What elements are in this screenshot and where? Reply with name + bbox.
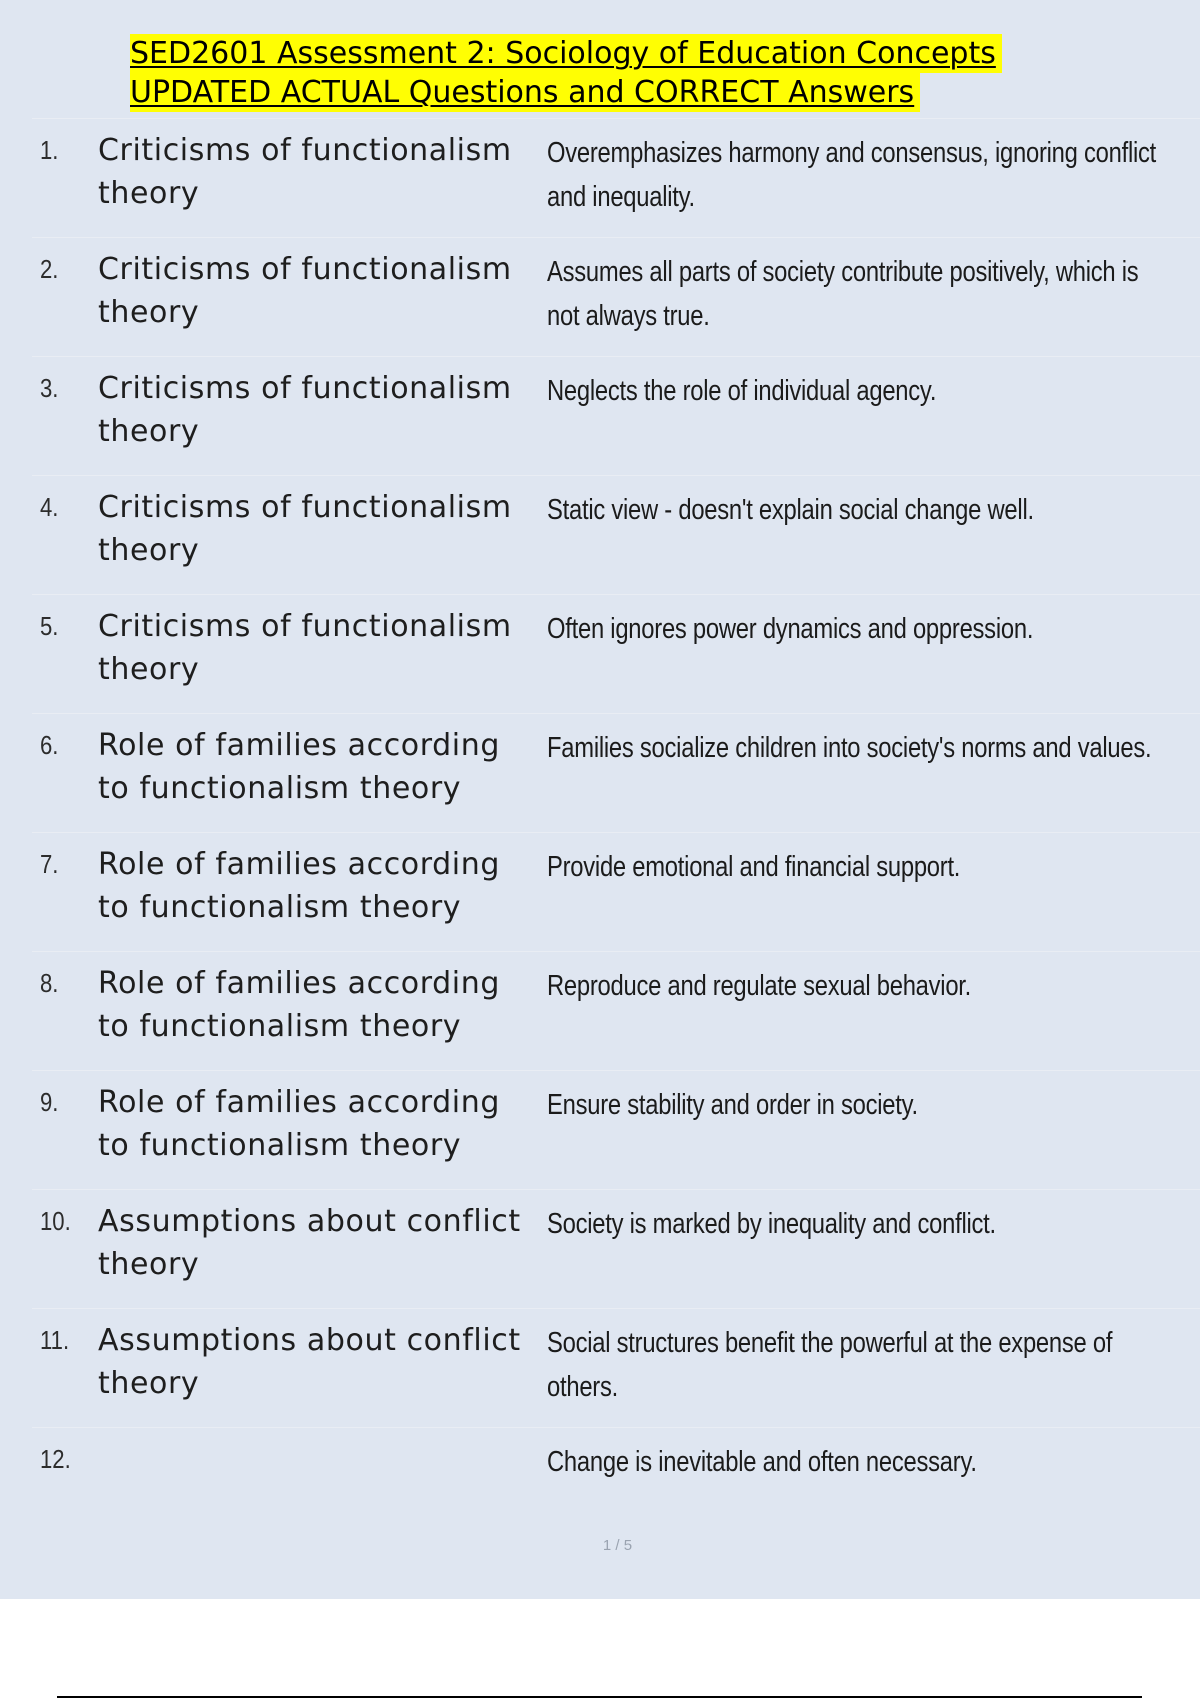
qa-row: [32, 1308, 1200, 1427]
item-number: 5.: [40, 611, 59, 641]
item-term: Role of families according to functionalism theory: [98, 847, 500, 925]
item-term: Role of families according to functionalism theory: [98, 966, 500, 1044]
item-term: Criticisms of functionalism theory: [98, 133, 512, 211]
qa-row: [32, 1427, 1200, 1546]
item-term: Assumptions about conflict theory: [98, 1204, 521, 1282]
item-number: 7.: [40, 849, 59, 879]
qa-row: [32, 1070, 1200, 1189]
item-number: 4.: [40, 492, 59, 522]
item-answer: Overemphasizes harmony and consensus, ignoring conflict and inequality.: [547, 137, 1157, 213]
item-answer: Change is inevitable and often necessary.: [547, 1446, 977, 1478]
qa-row: [32, 594, 1200, 713]
item-answer: Reproduce and regulate sexual behavior.: [547, 970, 972, 1002]
item-number: 2.: [40, 254, 59, 284]
qa-row: [32, 237, 1200, 356]
item-number: 11.: [40, 1325, 70, 1355]
item-number: 9.: [40, 1087, 59, 1117]
item-number: 3.: [40, 373, 59, 403]
item-term: Criticisms of functionalism theory: [98, 609, 512, 687]
qa-row: [32, 356, 1200, 475]
item-term: Criticisms of functionalism theory: [98, 252, 512, 330]
qa-list: [32, 118, 1200, 1546]
qa-row: [32, 832, 1200, 951]
title-line-1: SED2601 Assessment 2: Sociology of Education Concepts: [130, 34, 1002, 73]
item-answer: Static view - doesn't explain social change well.: [547, 494, 1034, 526]
item-answer: Often ignores power dynamics and oppression.: [547, 613, 1034, 645]
item-answer: Neglects the role of individual agency.: [547, 375, 937, 407]
qa-row: [32, 951, 1200, 1070]
document-title: [130, 34, 1002, 112]
item-number: 8.: [40, 968, 59, 998]
item-answer: Families socialize children into society's norms and values.: [547, 732, 1152, 764]
title-line-2: UPDATED ACTUAL Questions and CORRECT Answers: [130, 73, 920, 112]
item-number: 1.: [40, 135, 59, 165]
qa-row: [32, 1189, 1200, 1308]
item-number: 10.: [40, 1206, 71, 1236]
item-term: Criticisms of functionalism theory: [98, 371, 512, 449]
item-answer: Ensure stability and order in society.: [547, 1089, 918, 1121]
item-term: Role of families according to functionalism theory: [98, 1085, 500, 1163]
item-term: Role of families according to functionalism theory: [98, 728, 500, 806]
item-answer: Society is marked by inequality and conflict.: [547, 1208, 996, 1240]
item-answer: Provide emotional and financial support.: [547, 851, 961, 883]
footer-divider: [57, 1696, 1142, 1698]
item-term: Criticisms of functionalism theory: [98, 490, 512, 568]
item-term: Assumptions about conflict theory: [98, 1323, 521, 1401]
qa-row: [32, 713, 1200, 832]
item-answer: Social structures benefit the powerful at the expense of others.: [547, 1327, 1113, 1403]
page-number: 1 / 5: [602, 1537, 633, 1554]
qa-row: [32, 118, 1200, 237]
item-answer: Assumes all parts of society contribute positively, which is not always true.: [547, 256, 1139, 332]
item-number: 12.: [40, 1444, 71, 1474]
qa-row: [32, 475, 1200, 594]
item-number: 6.: [40, 730, 59, 760]
